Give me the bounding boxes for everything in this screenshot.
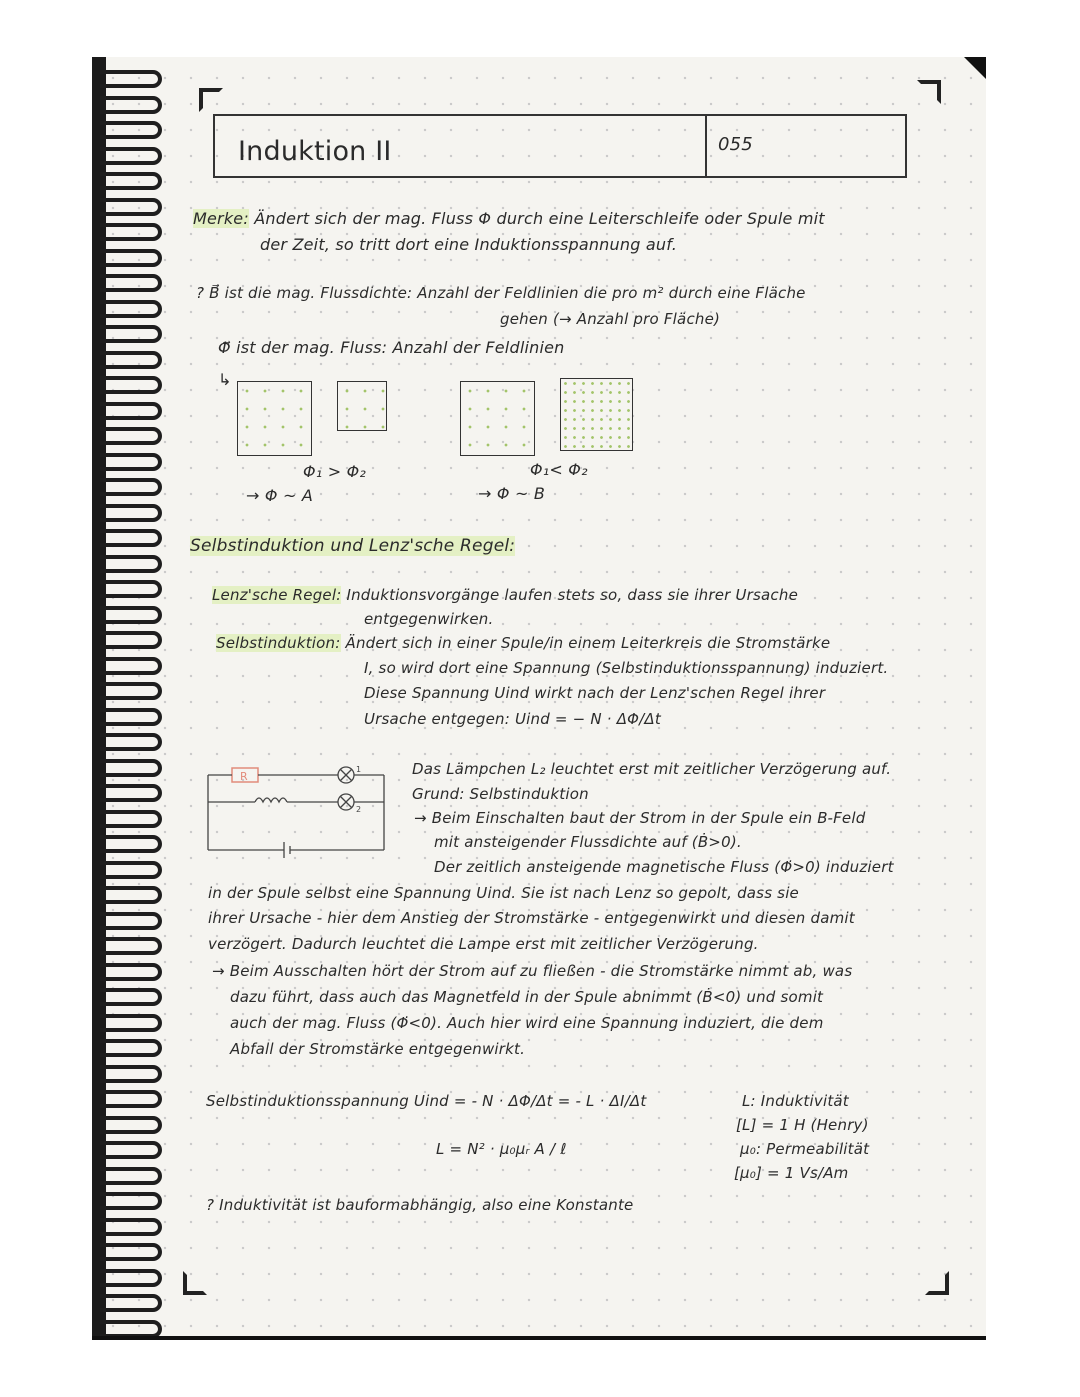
corner-marker-top-left-icon <box>199 88 223 112</box>
merke-line2: der Zeit, so tritt dort eine Induktionsspannung auf. <box>260 235 678 254</box>
legend-permeability: μ₀: Permeabilität <box>740 1140 870 1158</box>
flux-relation-area: → Φ ~ A <box>246 486 314 505</box>
spiral-ring <box>100 504 162 522</box>
spiral-ring <box>100 631 162 649</box>
spiral-ring <box>100 886 162 904</box>
field-square-small <box>337 381 387 431</box>
spiral-ring <box>100 1167 162 1185</box>
self-induction-row <box>216 634 830 652</box>
explain-line5: Der zeitlich ansteigende magnetische Fluss (Φ̇>0) induziert <box>434 858 894 876</box>
spiral-ring <box>100 1090 162 1108</box>
spiral-ring <box>100 1294 162 1312</box>
explain-line8: verzögert. Dadurch leuchtet die Lampe erst mit zeitlicher Verzögerung. <box>208 935 759 953</box>
spiral-ring <box>100 1014 162 1032</box>
lamp-1-index: 1 <box>356 765 362 774</box>
field-square-dense <box>560 378 633 451</box>
explain-line4: mit ansteigender Flussdichte auf (Ḃ>0). <box>434 833 742 851</box>
spiral-ring <box>100 784 162 802</box>
field-square-sparse <box>460 381 535 456</box>
spiral-ring <box>100 810 162 828</box>
spiral-ring <box>100 1243 162 1261</box>
spiral-ring <box>100 376 162 394</box>
self-induction-formula: Selbstinduktionsspannung Uind = - N · ΔΦ/Δt = - L · ΔI/Δt <box>206 1092 647 1110</box>
spiral-ring <box>100 96 162 114</box>
lamp-2-index: 2 <box>356 805 362 814</box>
explain-line3: → Beim Einschalten baut der Strom in der Spule ein B-Feld <box>414 809 866 827</box>
spiral-ring <box>100 733 162 751</box>
corner-marker-top-right-icon <box>917 80 941 104</box>
spiral-ring <box>100 963 162 981</box>
spiral-ring <box>100 606 162 624</box>
spiral-ring <box>100 1218 162 1236</box>
spiral-ring <box>100 351 162 369</box>
page-corner-mark <box>964 57 986 79</box>
b-definition-line1: ? B⃗ ist die mag. Flussdichte: Anzahl der Feldlinien die pro m² durch eine Fläche <box>196 284 806 302</box>
flux-comparison-2: Φ₁< Φ₂ <box>530 460 588 479</box>
inductance-note: ? Induktivität ist bauformabhängig, also eine Konstante <box>206 1196 634 1214</box>
spiral-ring <box>100 835 162 853</box>
spiral-ring <box>100 988 162 1006</box>
resistor-label: R <box>240 770 248 783</box>
merke-row <box>193 209 825 228</box>
self-induction-line2: I, so wird dort eine Spannung (Selbstinduktionsspannung) induziert. <box>364 659 889 677</box>
spiral-ring <box>100 453 162 471</box>
lenz-line1: Induktionsvorgänge laufen stets so, dass sie ihrer Ursache <box>346 586 799 604</box>
flux-comparison-1: Φ₁ > Φ₂ <box>303 462 366 481</box>
spiral-ring <box>100 172 162 190</box>
b-definition-line2: gehen (→ Anzahl pro Fläche) <box>500 310 721 328</box>
merke-line1: Ändert sich der mag. Fluss Φ durch eine Leiterschleife oder Spule mit <box>254 209 825 228</box>
title-separator <box>705 116 707 178</box>
explain-line7: ihrer Ursache - hier dem Anstieg der Stromstärke - entgegenwirkt und diesen damit <box>208 909 855 927</box>
spiral-ring <box>100 580 162 598</box>
self-induction-line3: Diese Spannung Uind wirkt nach der Lenz'schen Regel ihrer <box>364 684 826 702</box>
legend-permeability-unit: [μ₀] = 1 Vs/Am <box>734 1164 849 1182</box>
spiral-ring <box>100 121 162 139</box>
field-square-large <box>237 381 312 456</box>
corner-marker-bottom-right-icon <box>925 1271 949 1295</box>
spiral-ring <box>100 147 162 165</box>
flux-relation-density: → Φ ~ B <box>478 484 546 503</box>
spiral-ring <box>100 223 162 241</box>
lenz-line2: entgegenwirken. <box>364 610 494 628</box>
spiral-ring <box>100 427 162 445</box>
arrow-icon: ↳ <box>218 370 232 389</box>
spiral-ring <box>100 1116 162 1134</box>
explain-line1: Das Lämpchen L₂ leuchtet erst mit zeitlicher Verzögerung auf. <box>412 760 892 778</box>
legend-inductance: L: Induktivität <box>742 1092 849 1110</box>
spiral-ring <box>100 402 162 420</box>
spiral-ring <box>100 657 162 675</box>
circuit-diagram <box>200 752 400 862</box>
explain-line2: Grund: Selbstinduktion <box>412 785 589 803</box>
spiral-ring <box>100 708 162 726</box>
page-number: 055 <box>718 134 753 155</box>
explain-line11: auch der mag. Fluss (Φ̇<0). Auch hier wird eine Spannung induziert, die dem <box>230 1014 824 1032</box>
spiral-ring <box>100 274 162 292</box>
page-title: Induktion II <box>238 136 392 167</box>
merke-label: Merke: <box>193 209 249 228</box>
spiral-ring <box>100 529 162 547</box>
spiral-ring <box>100 1320 162 1338</box>
legend-henry: [L] = 1 H (Henry) <box>736 1116 869 1134</box>
spiral-ring <box>100 300 162 318</box>
self-induction-line4: Ursache entgegen: Uind = − N · ΔΦ/Δt <box>364 710 661 728</box>
spiral-ring <box>100 555 162 573</box>
corner-marker-bottom-left-icon <box>183 1271 207 1295</box>
spiral-ring <box>100 198 162 216</box>
section-heading: Selbstinduktion und Lenz'sche Regel: <box>190 536 516 556</box>
spiral-ring <box>100 1141 162 1159</box>
spiral-ring <box>100 70 162 88</box>
spiral-ring <box>100 249 162 267</box>
spiral-ring <box>100 682 162 700</box>
spiral-ring <box>100 1269 162 1287</box>
explain-line12: Abfall der Stromstärke entgegenwirkt. <box>230 1040 526 1058</box>
spiral-ring <box>100 912 162 930</box>
spiral-ring <box>100 861 162 879</box>
lenz-row <box>212 586 798 604</box>
spiral-ring <box>100 1065 162 1083</box>
spiral-ring <box>100 1192 162 1210</box>
page-bottom-edge <box>92 1336 986 1340</box>
spiral-ring <box>100 759 162 777</box>
explain-line9: → Beim Ausschalten hört der Strom auf zu fließen - die Stromstärke nimmt ab, was <box>212 962 853 980</box>
spiral-ring <box>100 325 162 343</box>
explain-line10: dazu führt, dass auch das Magnetfeld in der Spule abnimmt (Ḃ<0) und somit <box>230 988 824 1006</box>
explain-line6: in der Spule selbst eine Spannung Uind. Sie ist nach Lenz so gepolt, dass sie <box>208 884 799 902</box>
coil <box>255 798 287 802</box>
spiral-ring <box>100 1039 162 1057</box>
spiral-ring <box>100 478 162 496</box>
spiral-ring <box>100 937 162 955</box>
self-induction-line1: Ändert sich in einer Spule/in einem Leiterkreis die Stromstärke <box>345 634 831 652</box>
inductance-formula: L = N² · μ₀μᵣ A / ℓ <box>436 1140 567 1158</box>
phi-definition: Φ⃗ ist der mag. Fluss: Anzahl der Feldlinien <box>218 338 565 357</box>
lenz-label: Lenz'sche Regel: <box>212 586 342 604</box>
self-induction-label: Selbstinduktion: <box>216 634 341 652</box>
